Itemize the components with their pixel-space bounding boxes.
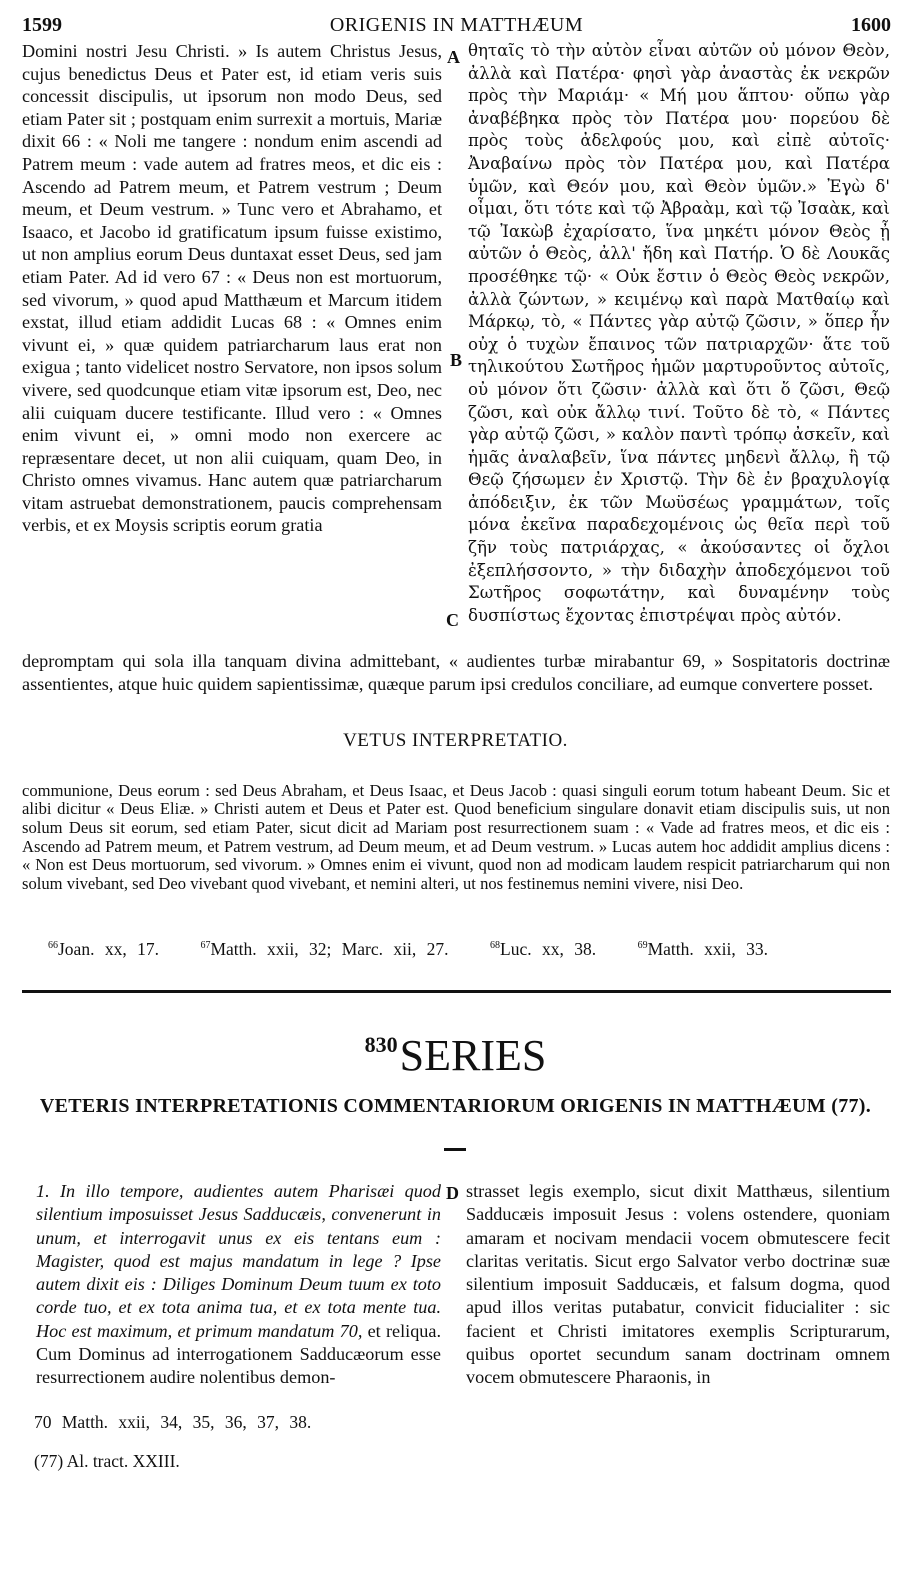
short-rule xyxy=(444,1148,466,1151)
series-title: SERIES xyxy=(399,1031,547,1080)
footnote-item: $^{68}$Luc. xx, 38. xyxy=(490,939,597,959)
latin-column-lower-right xyxy=(466,1180,890,1390)
footnotes-upper xyxy=(48,939,888,960)
footnote-item: $^{67}$Matth. xxii, 32; Marc. xii, 27. xyxy=(200,939,449,959)
right-page-number: 1600 xyxy=(851,14,891,36)
margin-marker-b: B xyxy=(450,350,463,370)
latin-column-lower-left xyxy=(36,1180,441,1390)
latin-text-upper: Domini nostri Jesu Christi. » Is autem Christus Jesus, cujus benedictus Deus et Pater est, id etiam veris suis concessit discipulis, ut ipsorum non modo Deus, sed etiam Pater sit ; postquam enim surrexit a mortuis, Mariæ dixit 66 : « Noli me tangere : nondum enim ascendi ad Patrem meum : vade autem ad fratres meos, et dic eis : Ascendo ad Patrem meum, et Patrem vestrum ; Deum meum, et Deum vestrum. » Tunc vero et Abrahamo, et Isaaco, et Jacobo id gratificatum ipsum fuisse existimo, ut non amplius eorum Deus duntaxat esset Deus, sed jam etiam Pater. Ad id vero 67 : « Deus non est mortuorum, sed vivorum, » quod apud Matthæum et Marcum itidem exstat, illud etiam addidit Lucas 68 : « Omnes enim vivunt ei, » quæ quidem patriarcharum laus erat non exigua ; tanto videlicet nostro Servatore, non ipsos solum vivere, sed quodcunque etiam vitæ ipsorum est, Deo, nec alii cuiquam ducere testificante. Illud vero : « Omnes enim vivunt ei, » omni modo non exercere ac repræsentare decet, ut non alii cuiquam, quam Deo, in Christo omnes vivamus. Hanc autem quæ patriarcharum vitam astruebat demonstrationem, paucis comprehensam verbis, et ex Moysis scriptis eorum gratia xyxy=(22,41,442,536)
margin-marker-c: C xyxy=(446,610,459,630)
section-divider xyxy=(22,990,891,993)
series-number: 830 xyxy=(364,1032,398,1057)
running-header xyxy=(22,14,891,40)
footnote-item: $^{66}$Joan. xx, 17. xyxy=(48,939,159,959)
scripture-quote: 1. In illo tempore, audientes autem Pharisæi quod silentium imposuisset Jesus Sadducæis, convenerunt in unum, et interrogavit unus ex eis tentans eum : Magister, quod est majus mandatum in lege ? Ipse autem dixit eis : Diliges Dominum Deum tuum ex toto corde tuo, et ex tota anima tua, et ex tota mente tua. Hoc est maximum, et primum mandatum 70, xyxy=(36,1181,441,1341)
greek-text-upper: θηταῖς τὸ τὴν αὐτὸν εἶναι αὐτῶν οὐ μόνον Θεὸν, ἀλλὰ καὶ Πατέρα· φησὶ γὰρ ἀναστὰς ἐκ νεκρῶν πρὸς τὴν Μαριάμ· « Μή μου ἅπτου· οὔπω γὰρ ἀναβέβηκα πρὸς τὸν Πατέρα μου· πορεύου δὲ πρὸς τοὺς ἀδελφούς μου, καὶ εἰπὲ αὐτοῖς· Ἀναβαίνω πρὸς τὸν Πατέρα μου, καὶ Πατέρα ὑμῶν, καὶ Θεόν μου, καὶ Θεὸν ὑμῶν.» Ἐγὼ δ' οἶμαι, ὅτι τότε καὶ τῷ Ἀβραὰμ, καὶ τῷ Ἰσαὰκ, καὶ τῷ Ἰακὼβ ἐχαρίσατο, ἵνα μηκέτι μόνον Θεὸς ᾖ αὐτῶν ὁ Θεὸς, ἀλλ' ἤδη καὶ Πατήρ. Ὁ δὲ Λουκᾶς προσέθηκε τῷ· « Οὐκ ἔστιν ὁ Θεὸς Θεὸς νεκρῶν, ἀλλὰ ζώντων, » κειμένῳ καὶ παρὰ Ματθαίῳ καὶ Μάρκῳ, τὸ, « Πάντες γὰρ αὐτῷ ζῶσιν, » ὅπερ ἦν οὐχ ὁ τυχὼν ἔπαινος τῶν πατριαρχῶν· ἅτε τοῦ τηλικούτου Σωτῆρος ἡμῶν μαρτυροῦντος αὐτοῖς, οὐ μόνον ὅτι ζῶσιν· ἀλλὰ καὶ ὅτι ὅ ζῶσι, Θεῷ ζῶσι, καὶ οὐκ ἄλλῳ τινί. Τοῦτο δὲ τὸ, « Πάντες γὰρ αὐτῷ ζῶσι, » καλὸν παντὶ τρόπῳ ἀσκεῖν, καὶ ἡμᾶς ἀναλαβεῖν, ἵνα πάντες μηδενὶ ἄλλῳ, ἢ τῷ Θεῷ ζήσωμεν ἐν Χριστῷ. Τὴν δὲ ἐν βραχυλογίᾳ ἀπόδειξιν, ἐκ τῶν Μωϋσέως γραμμάτων, τοῖς μόνα ἐκεῖνα παραδεχομένοις ὡς θεῖα περὶ τοῦ ζῆν τοὺς πατριάρχας, « ἀκούσαντες οἱ ὄχλοι ἐξεπλήσσοντο, » τὴν διδαχὴν ἀποδεχόμενοι τοῦ Σωτῆρος σοφωτάτην, καὶ δυναμένην τοὺς δυσπίστως ἔχοντας ἐπιστρέψαι πρὸς αὐτόν. xyxy=(468,41,890,625)
series-heading xyxy=(0,1030,911,1081)
left-page-number: 1599 xyxy=(22,14,62,36)
margin-marker-a: A xyxy=(447,47,460,67)
vetus-text: communione, Deus eorum : sed Deus Abraham, et Deus Isaac, et Deus Jacob : quasi singuli eorum totum habeant Deum. Sic et alibi dicitur « Deus Eliæ. » Christi autem et Deus et Pater est. Quod beneficium singulare donavit etiam discipulis suis, ut non solum Deus sit eorum, sed etiam Pater, sicut dicit ad Mariam post resurrectionem suam : « Vade ad fratres meos, et dic eis : Ascendo ad Patrem meum, et Patrem vestrum, ad Deum meum, et ad Deum vestrum. » Lucas autem hoc addidit amplius dicens : « Non est Deus mortuorum, sed vivorum. » Omnes enim ei vivunt, quod non ad modicam laudem respicit patriarcharum qui non solum vivebant, sed Deo vivebant quod vivebant, et nemini alteri, ut nos festinemus nemini vivere, nisi Deo. xyxy=(22,780,890,894)
running-title: ORIGENIS IN MATTHÆUM xyxy=(329,14,584,36)
commentary-text-right: strasset legis exemplo, sicut dixit Matthæus, silentium Sadducæis imposuit Jesus : volens ostendere, quoniam amaram et nocivam mendacii vocem obmutescere fecit claritas veritatis. Sicut ergo Salvator verbo doctrinæ suæ silentium imposuit Sadducæis, et falsum dogma, quod apud illos veritas putabatur, convicit fiducialiter : sic facient et Christi imitatores exemplis Scripturarum, quibus oportet secundum sanam doctrinam omnem vocem obmutescere Pharaonis, in xyxy=(466,1181,890,1388)
latin-full-width-text: depromptam qui sola illa tanquam divina admittebant, « audientes turbæ mirabantur 69, » Sospitatoris doctrinæ assentientes, atque huic quidem sapientissimæ, quæque parum ipsi credulos conciliare, ad eumque convertere posset. xyxy=(22,651,890,694)
latin-column-upper xyxy=(22,40,442,537)
footnote-item: $^{69}$Matth. xxii, 33. xyxy=(637,939,768,959)
series-subtitle: VETERIS INTERPRETATIONIS COMMENTARIORUM ORIGENIS IN MATTHÆUM (77). xyxy=(39,1095,872,1117)
vetus-heading: VETUS INTERPRETATIO. xyxy=(343,730,568,751)
greek-column-upper xyxy=(468,40,890,627)
footnote-lower-1: 70 Matth. xxii, 34, 35, 36, 37, 38. xyxy=(34,1412,312,1432)
margin-marker-d: D xyxy=(446,1183,459,1203)
footnote-lower-2: (77) Al. tract. XXIII. xyxy=(34,1451,180,1471)
commentary-text: et reliqua. Cum Dominus ad interrogationem Sadducæorum esse resurrectionem audire nolentibus demon- xyxy=(36,1320,441,1388)
